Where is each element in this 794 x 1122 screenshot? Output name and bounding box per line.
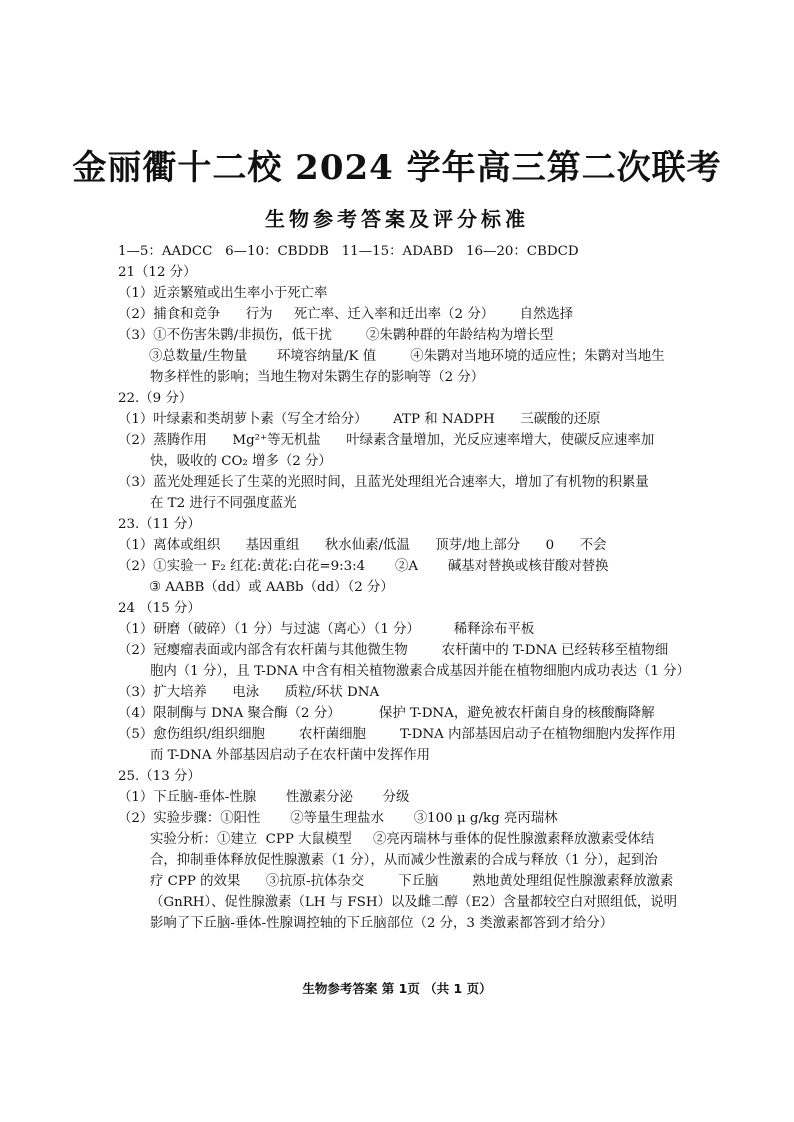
- mc-answers: 1—5：AADCC 6—10：CBDDB 11—15：ADABD 16—20：CBDCD: [118, 244, 579, 259]
- document-subtitle: 生物参考答案及评分标准: [265, 207, 529, 231]
- q24-line: 而 T-DNA 外部基因启动子在农杆菌中发挥作用: [150, 748, 431, 763]
- q21-line: （2）捕食和竞争 行为 死亡率、迁入率和迁出率（2 分） 自然选择: [118, 307, 574, 322]
- q22-heading: 22.（9 分）: [118, 391, 193, 406]
- q24-heading: 24 （15 分）: [118, 601, 201, 616]
- q22-line: 在 T2 进行不同强度蓝光: [150, 496, 297, 511]
- q22-line: （1）叶绿素和类胡萝卜素（写全才给分） ATP 和 NADPH 三碳酸的还原: [118, 412, 601, 427]
- q25-heading: 25.（13 分）: [118, 769, 201, 784]
- q23-line: ③ AABB（dd）或 AABb（dd）（2 分）: [149, 580, 394, 595]
- q22-line: （3）蓝光处理延长了生菜的光照时间，且蓝光处理组光合速率大，增加了有机物的积累量: [118, 475, 649, 490]
- q25-line: 合，抑制垂体释放促性腺激素（1 分），从而减少性激素的合成与释放（1 分），起到治: [150, 853, 658, 868]
- page-footer: 生物参考答案 第 1页 （共 1 页）: [302, 981, 492, 996]
- q25-line: 实验分析：①建立 CPP 大鼠模型 ②亮丙瑞林与垂体的促性腺激素释放激素受体结: [150, 832, 655, 847]
- q24-line: （3）扩大培养 电泳 质粒/环状 DNA: [118, 685, 380, 700]
- q25-line: （GnRH）、促性腺激素（LH 与 FSH）以及雌二醇（E2）含量都较空白对照组低，说明: [150, 895, 678, 910]
- q21-line: 物多样性的影响；当地生物对朱鹮生存的影响等（2 分）: [150, 370, 485, 385]
- q24-line: （5）愈伤组织/组织细胞 农杆菌细胞 T-DNA 内部基因启动子在植物细胞内发挥作用: [118, 727, 676, 742]
- q21-heading: 21（12 分）: [118, 265, 197, 280]
- q23-line: （2）①实验一 F₂ 红花:黄花:白花=9:3:4 ②A 碱基对替换或核苷酸对替换: [118, 559, 609, 574]
- q24-line: （2）冠瘿瘤表面或内部含有农杆菌与其他微生物 农杆菌中的 T-DNA 已经转移至植物细: [118, 643, 669, 658]
- q21-line: （1）近亲繁殖或出生率小于死亡率: [118, 286, 328, 301]
- q24-line: （1）研磨（破碎）（1 分）与过滤（离心）（1 分） 稀释涂布平板: [118, 622, 535, 637]
- q23-heading: 23.（11 分）: [118, 517, 201, 532]
- q22-line: （2）蒸腾作用 Mg²⁺等无机盐 叶绿素含量增加，光反应速率增大，使碳反应速率加: [118, 433, 655, 448]
- q23-line: （1）离体或组织 基因重组 秋水仙素/低温 顶芽/地上部分 0 不会: [118, 538, 607, 553]
- q25-line: 影响了下丘脑-垂体-性腺调控轴的下丘脑部位（2 分，3 类激素都答到才给分）: [150, 916, 614, 931]
- q24-line: （4）限制酶与 DNA 聚合酶（2 分） 保护 T-DNA，避免被农杆菌自身的核酸酶降解: [118, 706, 655, 721]
- q25-line: （2）实验步骤：①阳性 ②等量生理盐水 ③100 μ g/kg 亮丙瑞林: [118, 811, 558, 826]
- q24-line: 胞内（1 分），且 T-DNA 中含有相关植物激素合成基因并能在植物细胞内成功表达（1 分）: [150, 664, 690, 679]
- q25-line: （1）下丘脑-垂体-性腺 性激素分泌 分级: [118, 790, 410, 805]
- q21-line: （3）①不伤害朱鹮/非损伤，低干扰 ②朱鹮种群的年龄结构为增长型: [118, 328, 554, 343]
- q21-line: ③总数量/生物量 环境容纳量/K 值 ④朱鹮对当地环境的适应性；朱鹮对当地生: [149, 349, 665, 364]
- q22-line: 快，吸收的 CO₂ 增多（2 分）: [150, 454, 332, 469]
- q25-line: 疗 CPP 的效果 ③抗原-抗体杂交 下丘脑 熟地黄处理组促性腺激素释放激素: [150, 874, 674, 889]
- document-title: 金丽衢十二校 2024 学年高三第二次联考: [72, 148, 722, 188]
